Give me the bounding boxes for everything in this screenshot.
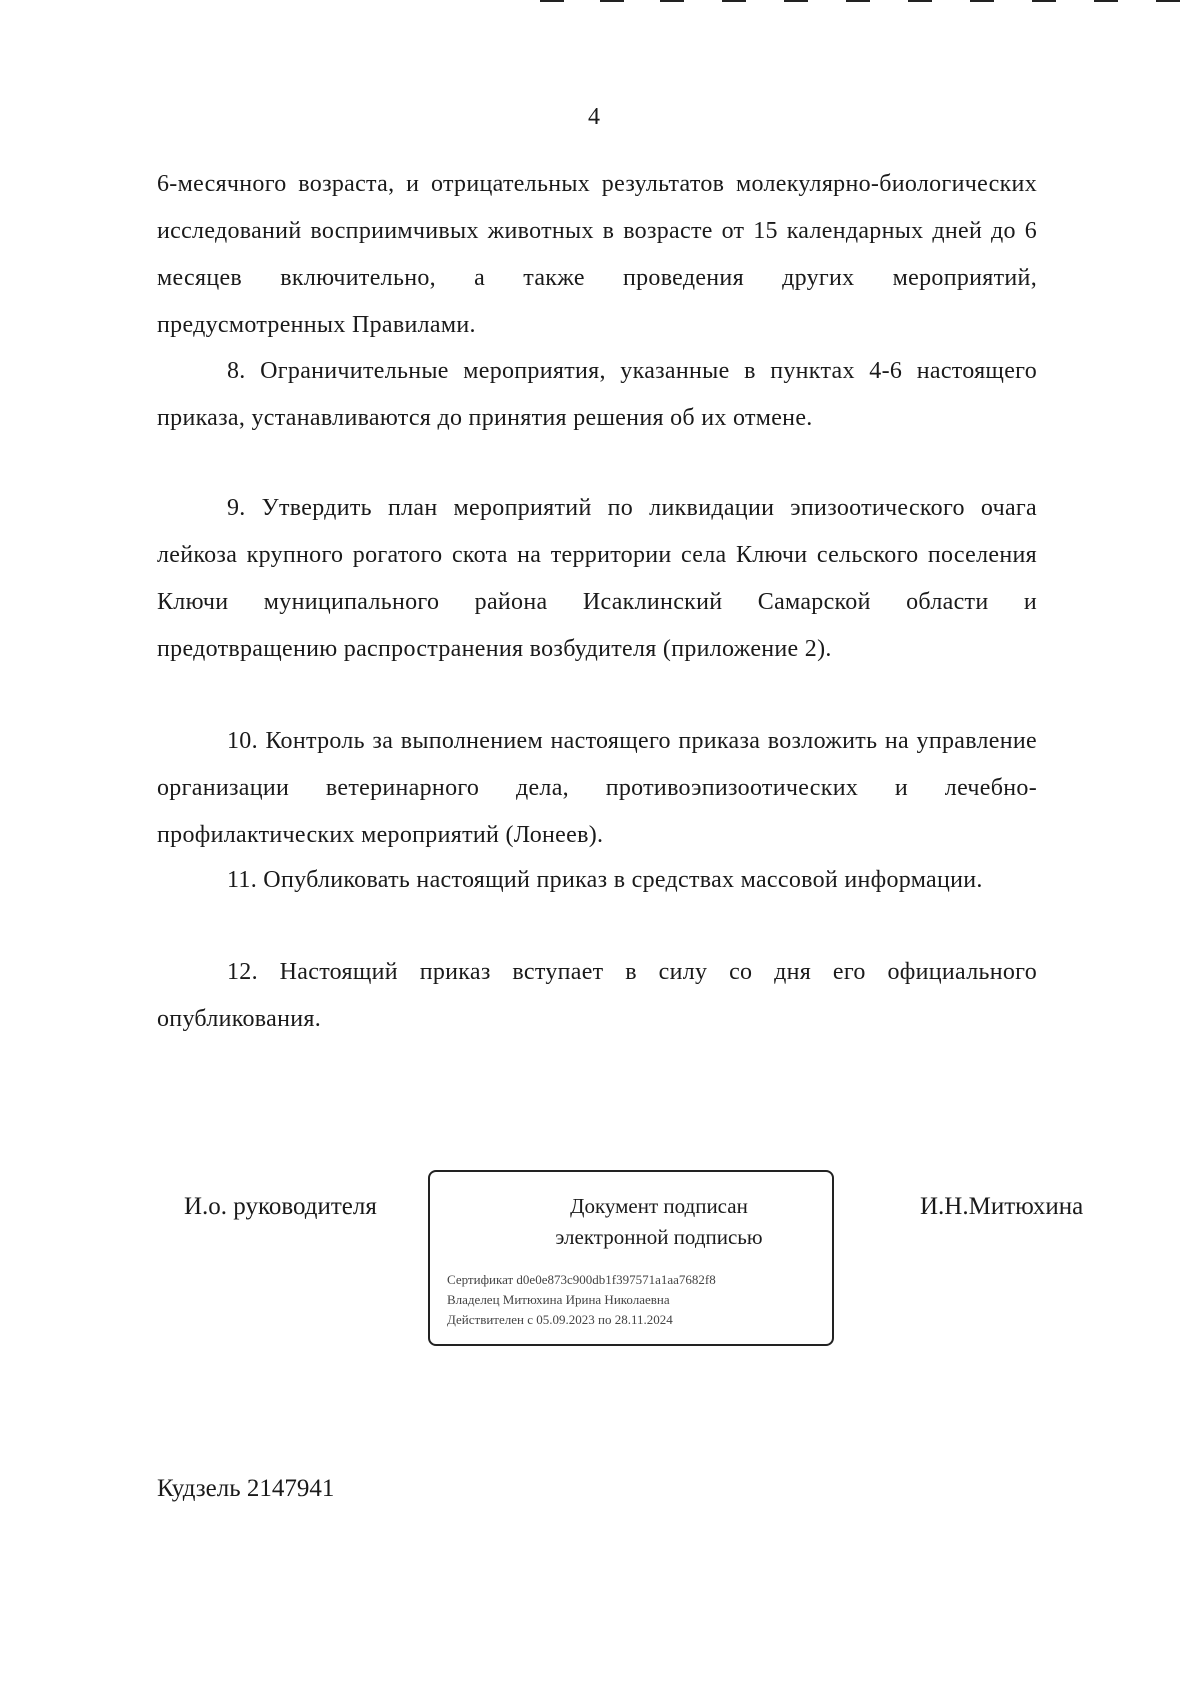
- paragraph-8: 8. Ограничительные мероприятия, указанные в пунктах 4-6 настоящего приказа, устанавливаются до принятия решения об их отмене.: [157, 358, 1037, 431]
- stamp-details: [447, 1270, 716, 1330]
- paragraph-continuation: 6-месячного возраста, и отрицательных результатов молекулярно-биологических исследований восприимчивых животных в возрасте от 15 календарных дней до 6 месяцев включительно, а также проведения других мероприятий, предусмотренных Правилами.: [157, 171, 1037, 338]
- stamp-validity: Действителен с 05.09.2023 по 28.11.2024: [447, 1312, 673, 1327]
- scan-top-edge-marks: [540, 0, 1200, 4]
- electronic-signature-stamp: [428, 1170, 834, 1346]
- signatory-name: И.Н.Митюхина: [920, 1193, 1084, 1220]
- executor-note: Кудзель 2147941: [157, 1475, 335, 1502]
- stamp-title-line-2: электронной подписью: [555, 1225, 763, 1249]
- paragraph-12: 12. Настоящий приказ вступает в силу со дня его официального опубликования.: [157, 959, 1037, 1032]
- stamp-owner: Владелец Митюхина Ирина Николаевна: [447, 1292, 670, 1307]
- paragraph-9: 9. Утвердить план мероприятий по ликвидации эпизоотического очага лейкоза крупного рогатого скота на территории села Ключи сельского поселения Ключи муниципального района Исаклинский Самарской области и предотвращению распространения возбудителя (приложение 2).: [157, 495, 1037, 662]
- stamp-title-line-1: Документ подписан: [570, 1194, 748, 1218]
- stamp-title: [430, 1191, 832, 1253]
- signatory-position: И.о. руководителя: [184, 1193, 377, 1220]
- paragraph-11: 11. Опубликовать настоящий приказ в средствах массовой информации.: [227, 867, 983, 893]
- paragraph-10: 10. Контроль за выполнением настоящего приказа возложить на управление организации ветеринарного дела, противоэпизоотических и лечебно-профилактических мероприятий (Лонеев).: [157, 728, 1037, 848]
- page-number: 4: [588, 104, 600, 130]
- stamp-certificate: Сертификат d0e0e873c900db1f397571a1aa7682f8: [447, 1272, 716, 1287]
